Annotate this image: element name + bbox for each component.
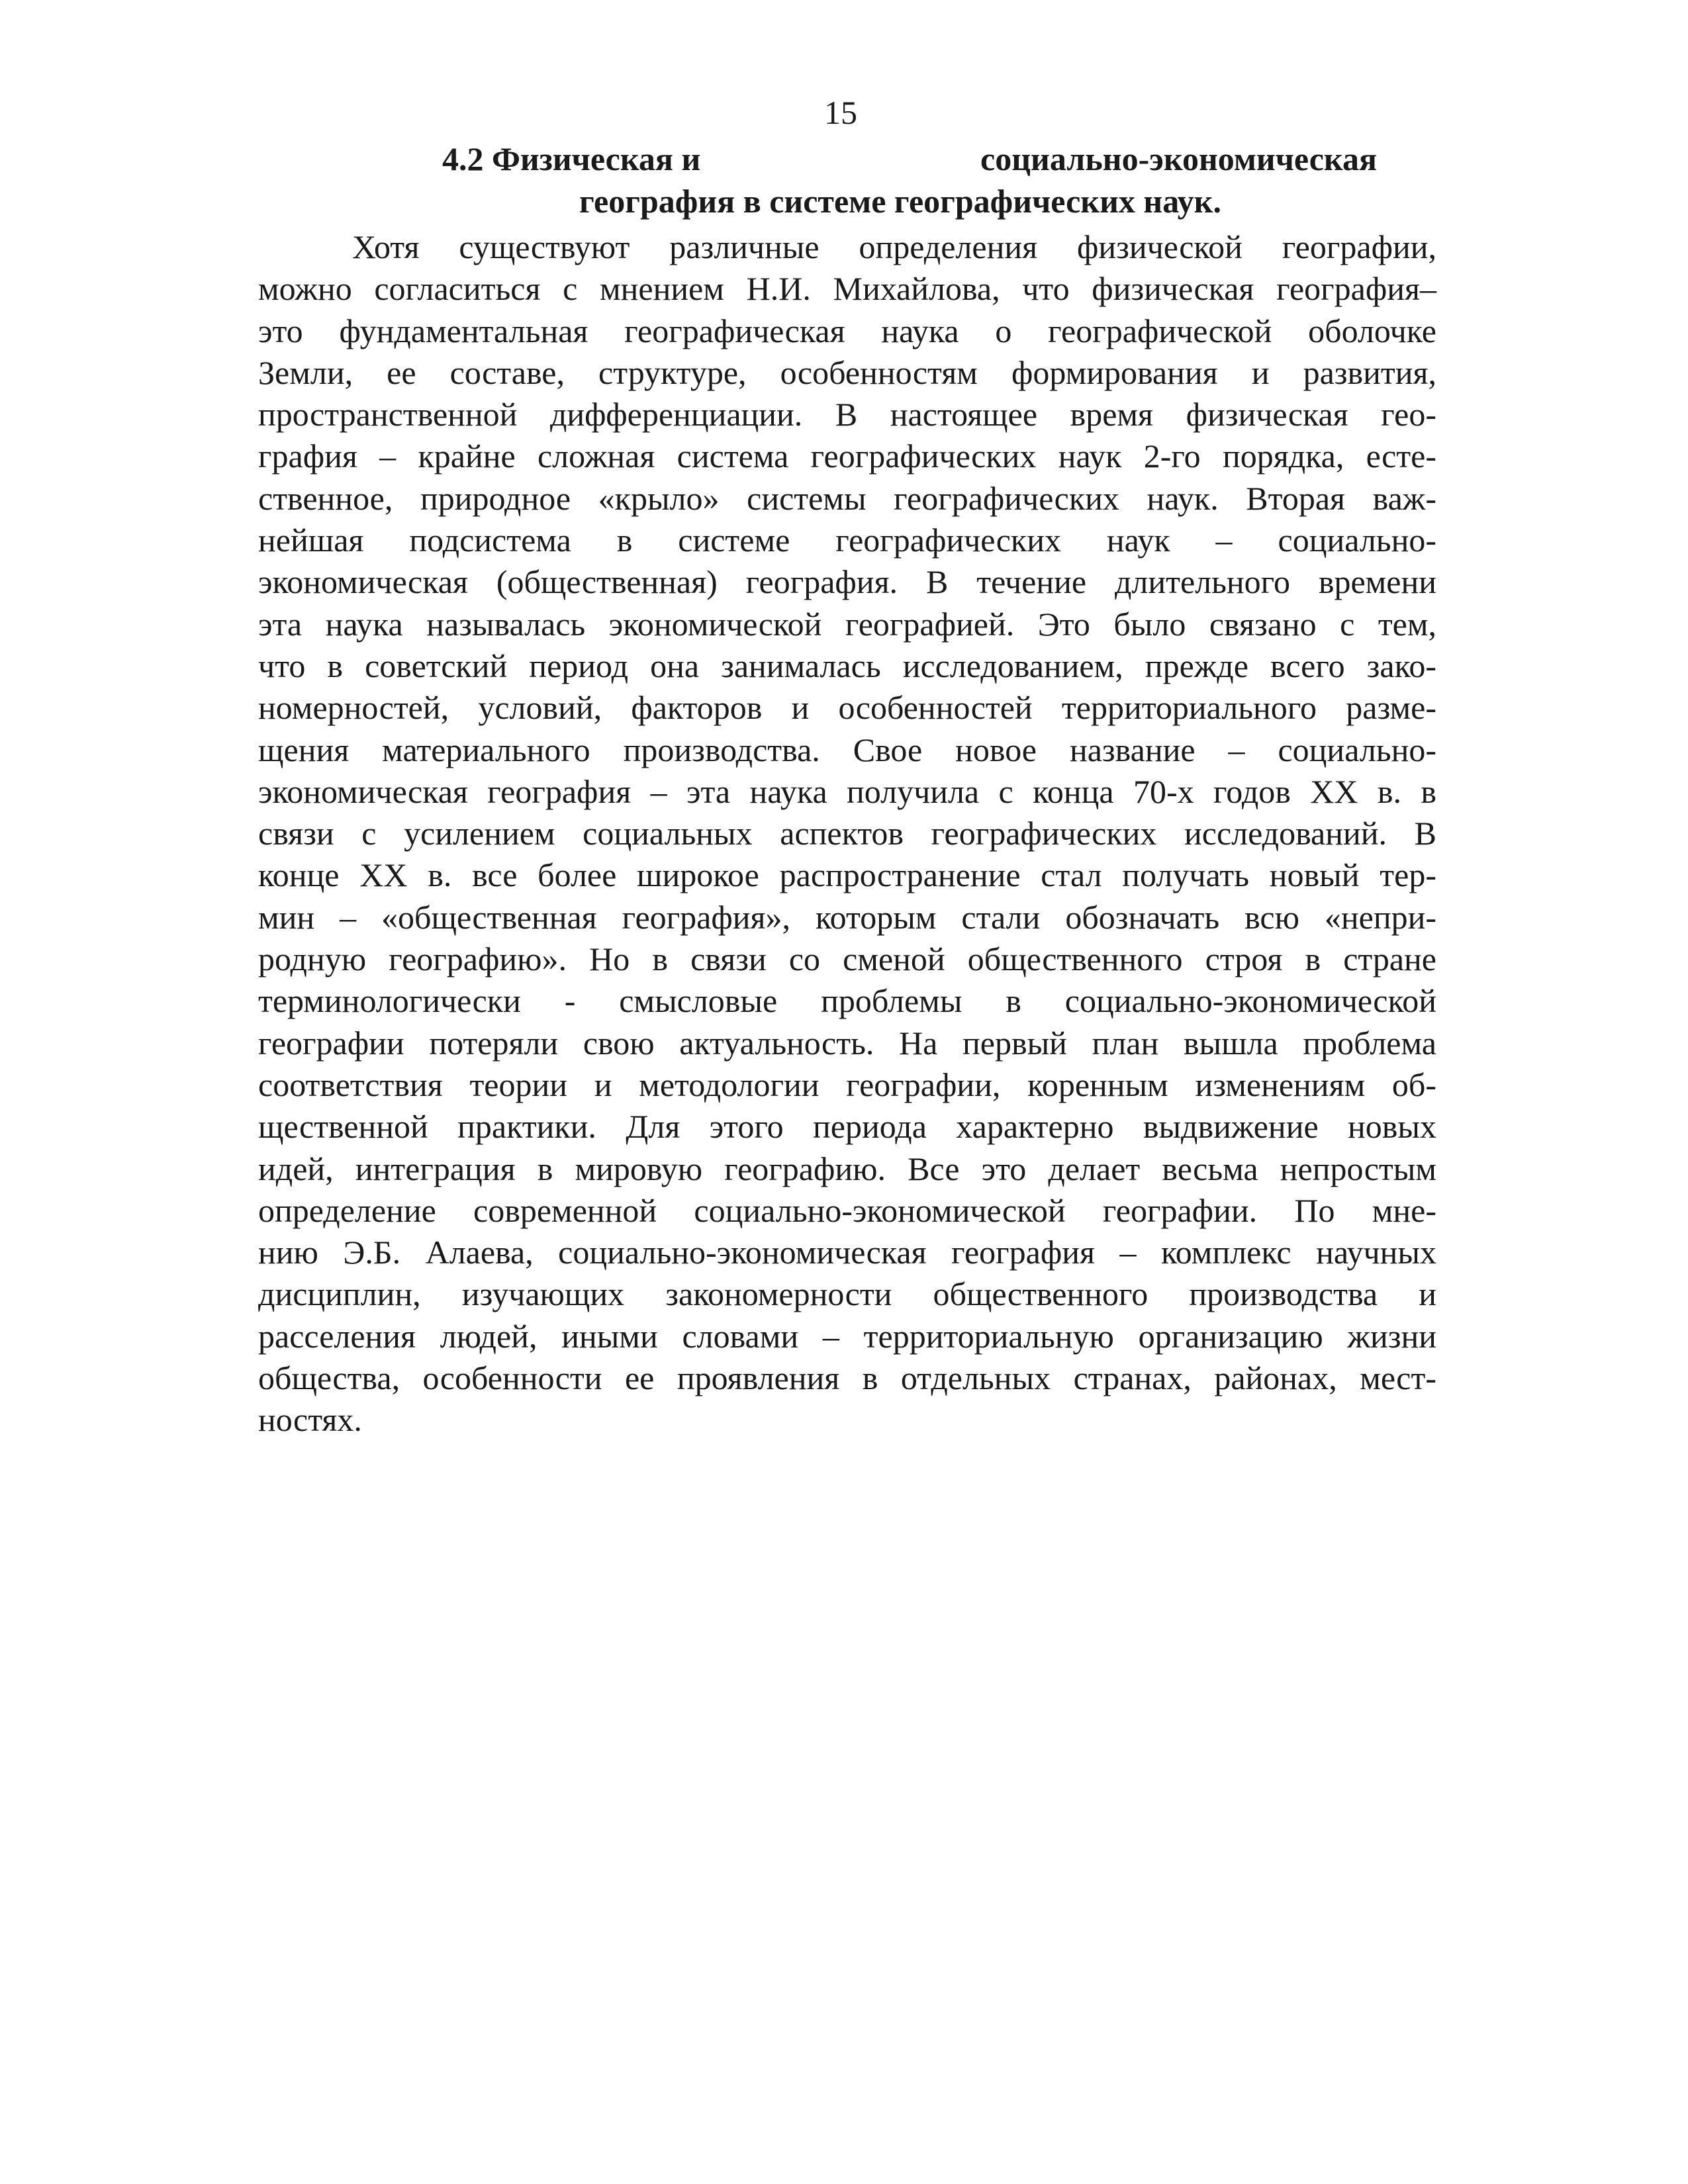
section-heading-line-2: география в системе географических наук.: [579, 183, 1221, 220]
paragraph-line: конце XX в. все более широкое распространение стал получать новый тер-: [258, 856, 1436, 894]
paragraph-line: пространственной дифференциации. В настоящее время физическая гео-: [258, 396, 1436, 433]
paragraph-line: экономическая (общественная) география. В течение длительного времени: [258, 563, 1436, 601]
section-heading-line-1: [371, 138, 1443, 180]
paragraph-line: щественной практики. Для этого периода характерно выдвижение новых: [258, 1108, 1436, 1146]
paragraph-line: нейшая подсистема в системе географических наук – социально-: [258, 522, 1436, 559]
paragraph-line: Земли, ее составе, структуре, особенностям формирования и развития,: [258, 353, 1436, 391]
page-number: 15: [824, 94, 857, 131]
paragraph-line: щения материального производства. Свое новое название – социально-: [258, 731, 1436, 768]
paragraph-line: это фундаментальная географическая наука о географической оболочке: [258, 312, 1436, 349]
paragraph-line: графия – крайне сложная система географических наук 2-го порядка, есте-: [258, 437, 1436, 475]
section-heading: [371, 138, 1443, 222]
paragraph-line: терминологически - смысловые проблемы в социально-экономической: [258, 982, 1436, 1020]
paragraph-line: дисциплин, изучающих закономерности общественного производства и: [258, 1275, 1436, 1313]
paragraph-line: что в советский период она занималась исследованием, прежде всего зако-: [258, 647, 1436, 684]
paragraph-line: можно согласиться с мнением Н.И. Михайлова, что физическая география–: [258, 270, 1436, 308]
paragraph-line: эта наука называлась экономической географией. Это было связано с тем,: [258, 605, 1436, 643]
paragraph-line: мин – «общественная география», которым стали обозначать всю «непри-: [258, 898, 1436, 936]
paragraph-line: родную географию». Но в связи со сменой общественного строя в стране: [258, 940, 1436, 978]
paragraph-line: нию Э.Б. Алаева, социально-экономическая география – комплекс научных: [258, 1234, 1436, 1271]
paragraph-line: идей, интеграция в мировую географию. Все это делает весьма непростым: [258, 1150, 1436, 1187]
section-heading-number-title: 4.2 Физическая и: [442, 140, 701, 177]
section-heading-title-continued: социально-экономическая: [980, 140, 1377, 177]
paragraph-line: соответствия теории и методологии географии, коренным изменениям об-: [258, 1066, 1436, 1103]
body-paragraph: [258, 226, 1436, 1441]
paragraph-line: расселения людей, иными словами – территориальную организацию жизни: [258, 1317, 1436, 1355]
paragraph-line: общества, особенности ее проявления в отдельных странах, районах, мест-: [258, 1359, 1436, 1397]
paragraph-line: номерностей, условий, факторов и особенностей территориального разме-: [258, 689, 1436, 727]
paragraph-line: ственное, природное «крыло» системы географических наук. Вторая важ-: [258, 479, 1436, 517]
paragraph-line: ностях.: [258, 1401, 362, 1439]
paragraph-line: определение современной социально-экономической географии. По мне-: [258, 1191, 1436, 1229]
paragraph-line: связи с усилением социальных аспектов географических исследований. В: [258, 815, 1436, 852]
paragraph-line: Хотя существуют различные определения физической географии,: [352, 228, 1436, 265]
paragraph-line: экономическая география – эта наука получила с конца 70-х годов XX в. в: [258, 772, 1436, 810]
paragraph-line: географии потеряли свою актуальность. На первый план вышла проблема: [258, 1024, 1436, 1062]
